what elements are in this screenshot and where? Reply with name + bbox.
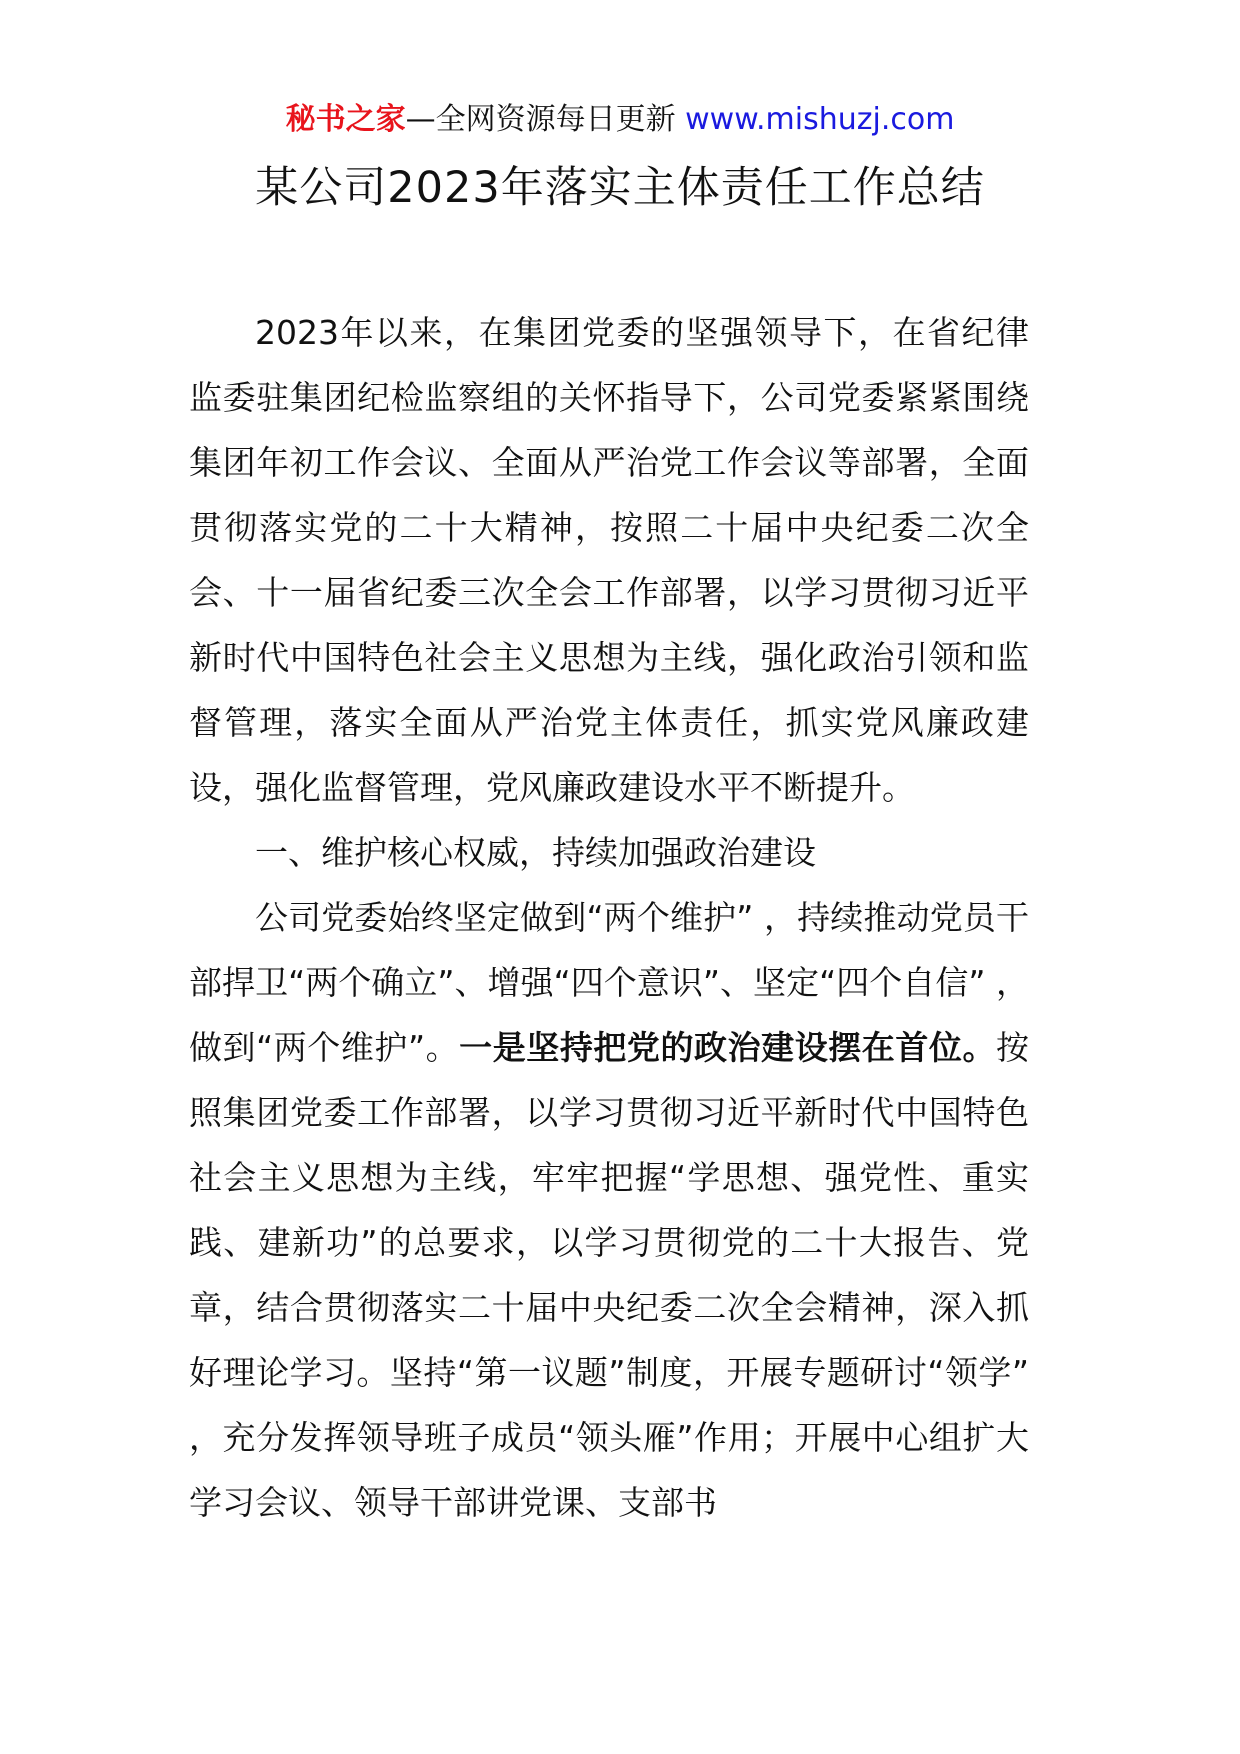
document-title: 某公司2023年落实主体责任工作总结 (255, 163, 985, 213)
section-1-paragraph (189, 885, 1029, 1535)
section-1-bold-lead: 一是坚持把党的政治建设摆在首位。 (459, 1028, 997, 1067)
site-url-link[interactable]: www.mishuzj.com (685, 102, 955, 137)
intro-paragraph: 2023年以来，在集团党委的坚强领导下，在省纪律监委驻集团纪检监察组的关怀指导下，公司党委紧紧围绕集团年初工作会议、全面从严治党工作会议等部署，全面贯彻落实党的二十大精神，按照二十届中央纪委二次全会、十一届省纪委三次全会工作部署，以学习贯彻习近平新时代中国特色社会主义思想为主线，强化政治引领和监督管理，落实全面从严治党主体责任，抓实党风廉政建设，强化监督管理，党风廉政建设水平不断提升。 (189, 313, 1029, 807)
section-1-paragraph-start: 公司党委始终坚定做到“两个维护” ，持续推动党员干部捍卫“两个确立”、增强“四个意识”、坚定“四个自信” ，做到“两个维护”。 (189, 898, 1029, 1067)
site-header (0, 100, 1240, 140)
section-1-paragraph-rest: 按照集团党委工作部署，以学习贯彻习近平新时代中国特色社会主义思想为主线，牢牢把握“学思想、强党性、重实践、建新功”的总要求，以学习贯彻党的二十大报告、党章，结合贯彻落实二十届中央纪委二次全会精神，深入抓好理论学习。坚持“第一议题”制度，开展专题研讨“领学” ，充分发挥领导班子成员“领头雁”作用；开展中心组扩大学习会议、领导干部讲党课、支部书 (189, 1028, 1030, 1522)
site-tagline: —全网资源每日更新 (405, 102, 686, 137)
site-brand: 秘书之家 (285, 102, 406, 137)
section-1-heading: 一、维护核心权威，持续加强政治建设 (255, 833, 816, 872)
document-body (189, 300, 1029, 1535)
